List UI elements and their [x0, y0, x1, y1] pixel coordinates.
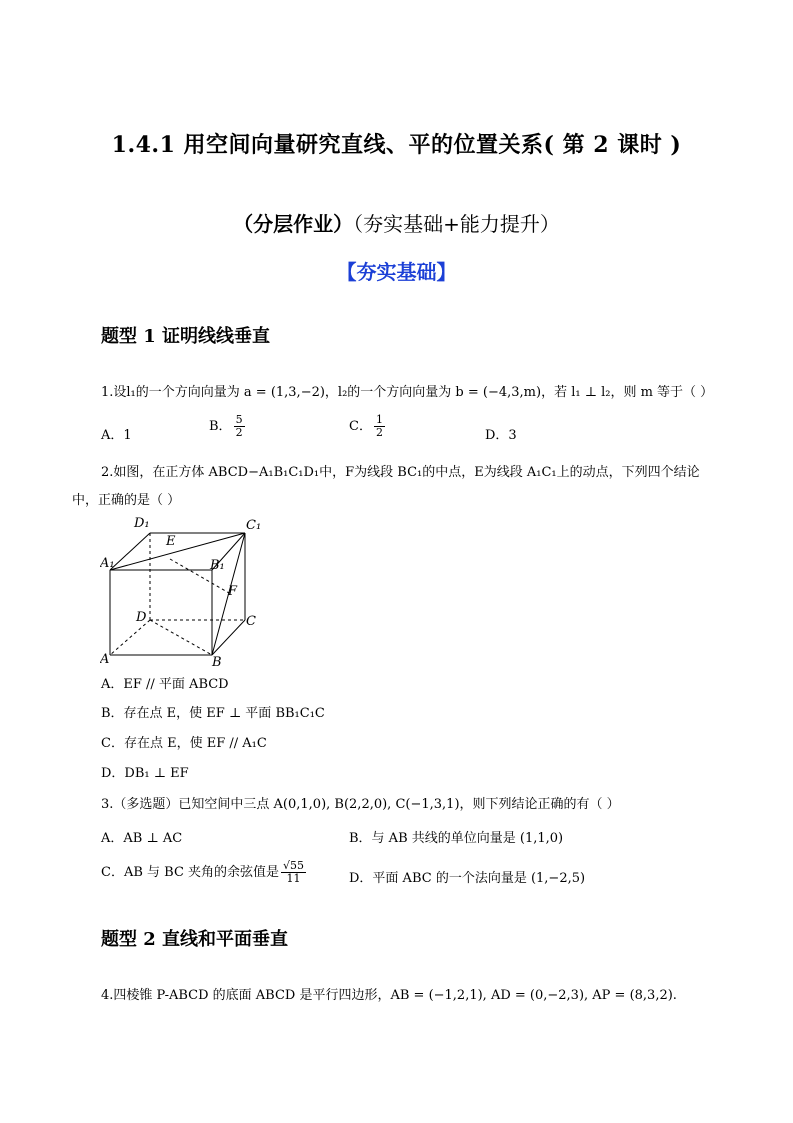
document-subtitle	[0, 208, 793, 237]
question-1: 1.设l₁的一个方向向量为 a = (1,3,−2)，l₂的一个方向向量为 b = (−4,3,m)，若 l₁ ⊥ l₂，则 m 等于（ ）	[101, 385, 714, 400]
q2-option-c: C．存在点 E，使 EF // A₁C	[101, 736, 267, 751]
section-banner: 【夯实基础】	[336, 260, 457, 284]
q3-option-c-fraction: $\frac{√55}{11}$	[283, 859, 305, 885]
q2-option-d: D．DB₁ ⊥ EF	[101, 766, 189, 781]
question-2-line-2: 中，正确的是（ ）	[72, 493, 181, 508]
label-d1: D₁	[134, 516, 150, 531]
q1-option-b-fraction: $\frac{5}{2}$	[235, 413, 243, 439]
q1-option-d: D．3	[485, 428, 517, 443]
hidden-diagonal-db	[150, 620, 212, 655]
label-e: E	[166, 534, 176, 549]
q1-option-c: C． $\frac{1}{2}$	[349, 413, 383, 439]
label-a: A	[100, 652, 110, 667]
q2-option-a: A．EF // 平面 ABCD	[101, 677, 229, 692]
q1-option-a: A．1	[101, 428, 132, 443]
document-title: 1.4.1 用空间向量研究直线、平的位置关系( 第 2 课时 )	[111, 132, 682, 158]
label-b: B	[212, 655, 222, 667]
section-heading-2: 题型 2 直线和平面垂直	[101, 929, 289, 950]
q3-option-b: B．与 AB 共线的单位向量是 (1,1,0)	[349, 831, 564, 846]
q3-option-a: A．AB ⊥ AC	[101, 831, 183, 846]
hidden-edge-ad	[110, 620, 150, 655]
subtitle-layered: （分层作业）	[233, 212, 354, 236]
section-heading-1: 题型 1 证明线线垂直	[101, 326, 271, 347]
subtitle-scope: （夯实基础+能力提升）	[353, 212, 560, 236]
q1-option-b: B． $\frac{5}{2}$	[209, 413, 243, 439]
q2-option-b: B．存在点 E，使 EF ⊥ 平面 BB₁C₁C	[101, 706, 325, 721]
question-2-line-1: 2.如图，在正方体 ABCD−A₁B₁C₁D₁中，F为线段 BC₁的中点，E为线段 A₁C₁上的动点，下列四个结论	[101, 465, 700, 480]
question-3: 3.（多选题）已知空间中三点 A(0,1,0), B(2,2,0), C(−1,3,1)，则下列结论正确的有（ ）	[101, 797, 620, 812]
label-b1: B₁	[210, 558, 225, 573]
label-c: C	[246, 614, 256, 629]
label-c1: C₁	[246, 518, 262, 533]
label-a1: A₁	[100, 556, 115, 571]
cube-figure	[100, 515, 270, 667]
q3-option-c: C．AB 与 BC 夹角的余弦值是 $\frac{√55}{11}$	[101, 859, 305, 885]
label-d: D	[136, 610, 147, 625]
q3-option-d: D．平面 ABC 的一个法向量是 (1,−2,5)	[349, 871, 586, 886]
label-f: F	[228, 584, 238, 599]
question-4: 4.四棱锥 P-ABCD 的底面 ABCD 是平行四边形，AB = (−1,2,1), AD = (0,−2,3), AP = (8,3,2).	[101, 988, 677, 1003]
q1-option-c-fraction: $\frac{1}{2}$	[375, 413, 383, 439]
